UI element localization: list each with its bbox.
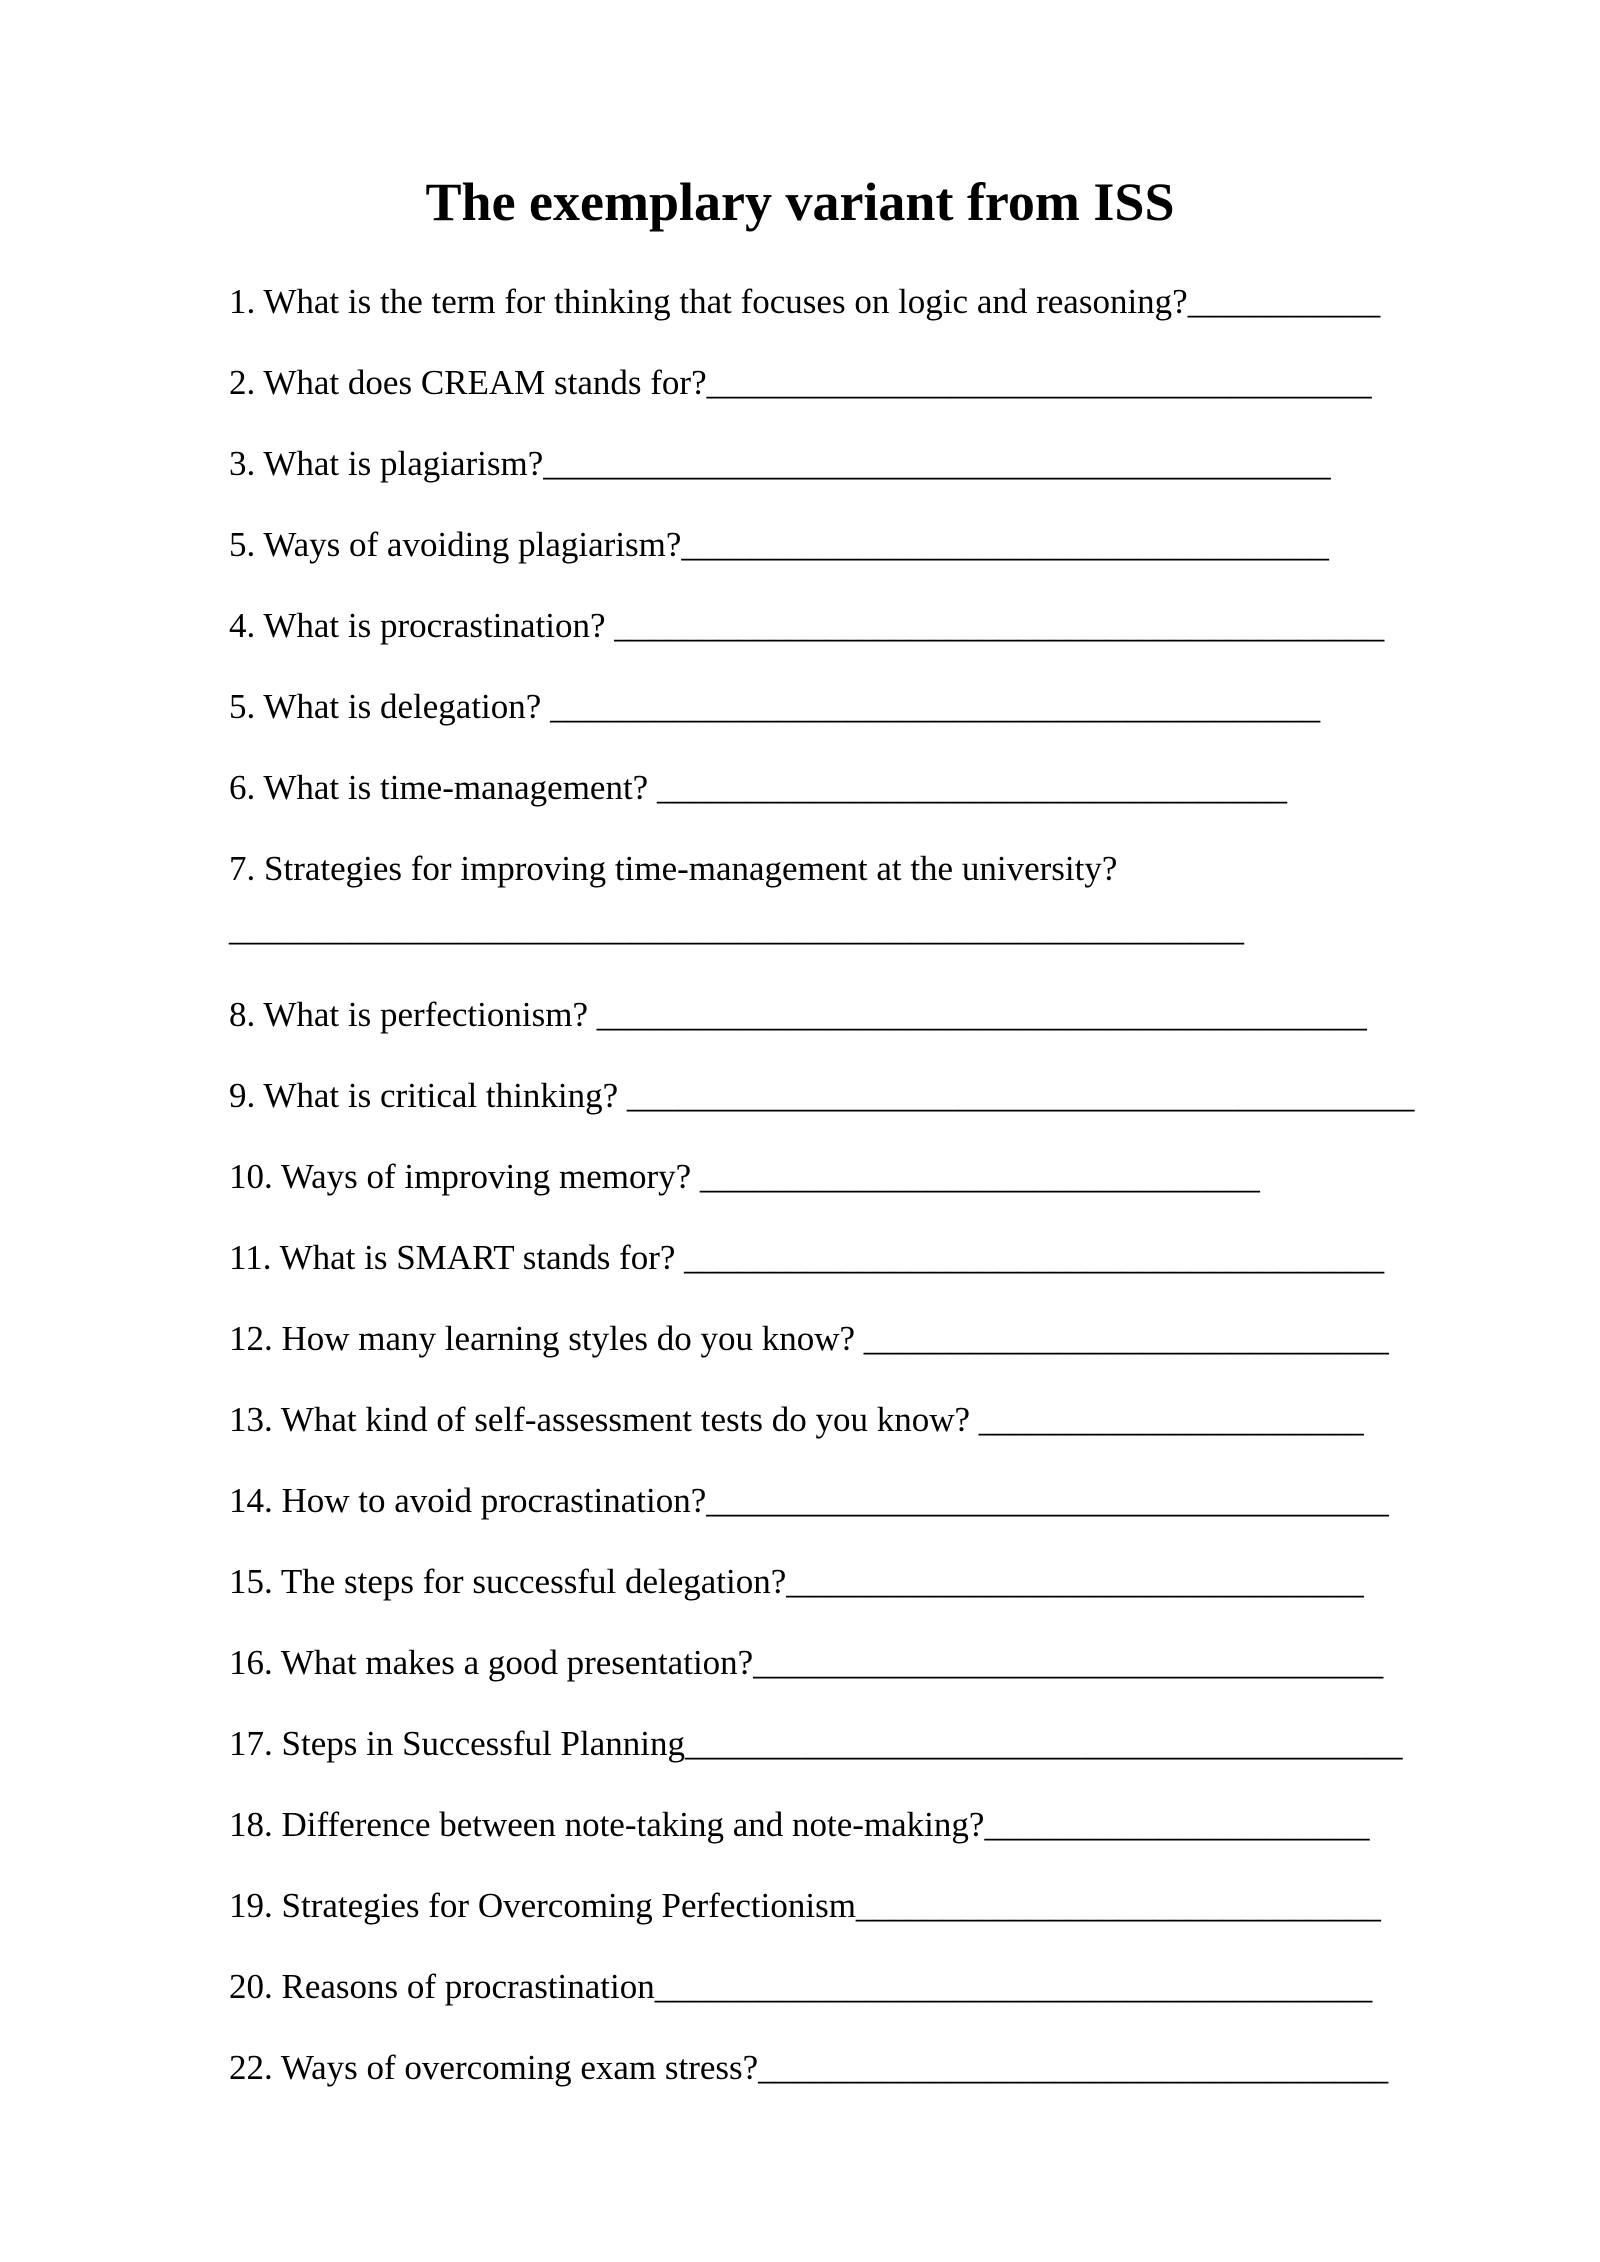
question-8 [229,839,1569,985]
question-text: 9. What is critical thinking? _____________________________________________ [229,1076,1415,1115]
question-text: 19. Strategies for Overcoming Perfectionism______________________________ [229,1886,1381,1925]
question-text: 18. Difference between note-taking and note-making?______________________ [229,1805,1370,1844]
question-22 [229,2038,1569,2119]
question-15 [229,1471,1569,1552]
question-text: 4. What is procrastination? ____________________________________________ [229,606,1385,645]
question-text: 14. How to avoid procrastination?_______________________________________ [229,1481,1389,1520]
answer-blank-line: __________________________________________________________ [229,909,1244,948]
question-text: 17. Steps in Successful Planning_________________________________________ [229,1724,1403,1763]
question-text: 11. What is SMART stands for? ________________________________________ [229,1238,1385,1277]
question-11 [229,1147,1569,1228]
question-21 [229,1957,1569,2038]
question-16 [229,1552,1569,1633]
question-text: 5. Ways of avoiding plagiarism?_____________________________________ [229,525,1329,564]
question-text: 7. Strategies for improving time-management at the university? [229,849,1118,888]
question-text: 12. How many learning styles do you know? ______________________________ [229,1319,1389,1358]
question-19 [229,1795,1569,1876]
question-13 [229,1309,1569,1390]
page-title: The exemplary variant from ISS [425,172,1175,232]
question-text: 6. What is time-management? ____________________________________ [229,768,1287,807]
question-4 [229,515,1569,596]
question-text: 22. Ways of overcoming exam stress?____________________________________ [229,2048,1389,2087]
question-text: 5. What is delegation? ____________________________________________ [229,687,1321,726]
question-text: 2. What does CREAM stands for?______________________________________ [229,363,1372,402]
question-2 [229,353,1569,434]
question-14 [229,1390,1569,1471]
question-20 [229,1876,1569,1957]
question-text: 16. What makes a good presentation?____________________________________ [229,1643,1384,1682]
question-text: 1. What is the term for thinking that focuses on logic and reasoning?___________ [229,282,1381,321]
question-list [229,272,1569,2119]
question-12 [229,1228,1569,1309]
question-1 [229,272,1569,353]
question-5 [229,596,1569,677]
question-text: 20. Reasons of procrastination_________________________________________ [229,1967,1373,2006]
question-text: 8. What is perfectionism? ____________________________________________ [229,995,1367,1034]
question-text: 3. What is plagiarism?_____________________________________________ [229,444,1331,483]
question-text: 13. What kind of self-assessment tests do you know? ______________________ [229,1400,1364,1439]
question-10 [229,1066,1569,1147]
question-9 [229,985,1569,1066]
question-18 [229,1714,1569,1795]
question-text: 10. Ways of improving memory? ________________________________ [229,1157,1260,1196]
question-text: 15. The steps for successful delegation?_________________________________ [229,1562,1364,1601]
question-7 [229,758,1569,839]
question-6 [229,677,1569,758]
question-3 [229,434,1569,515]
question-17 [229,1633,1569,1714]
